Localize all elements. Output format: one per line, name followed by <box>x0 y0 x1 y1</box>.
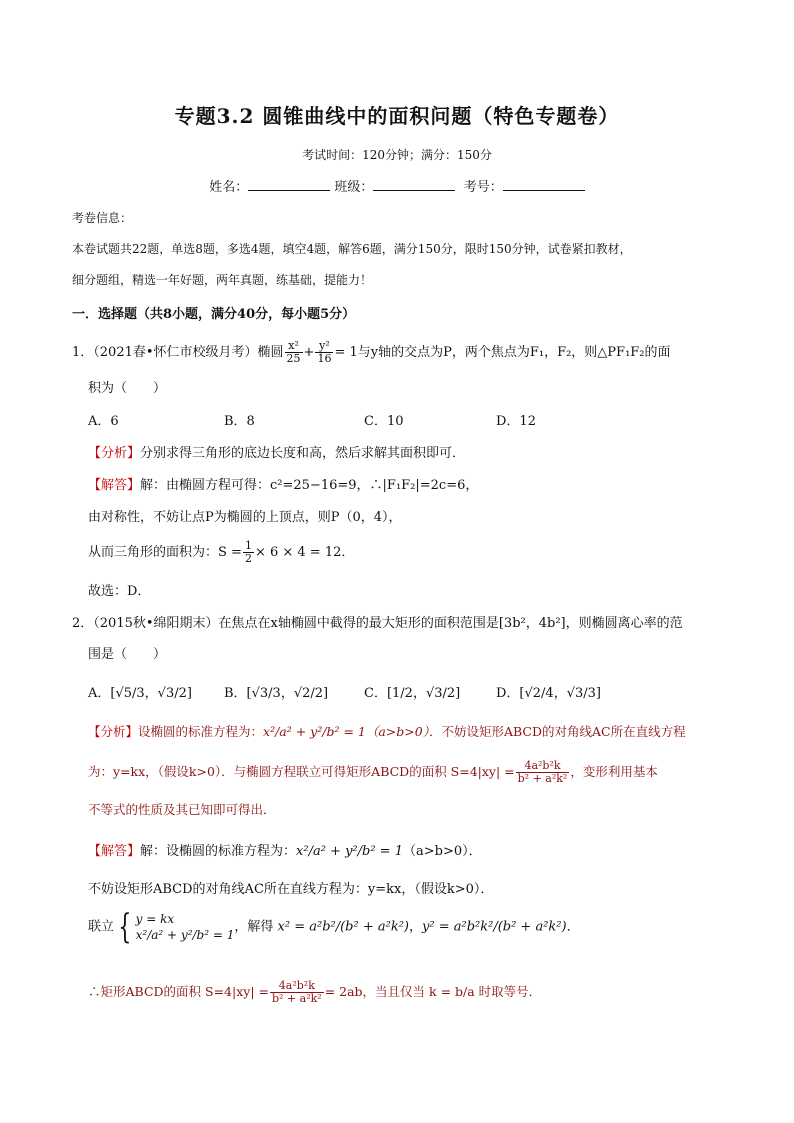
q2-analysis-1: 【分析】设椭圆的标准方程为：x²/a² + y²/b² = 1（a>b>0）．不妨设矩形ABCD的对角线AC所在直线方程 <box>88 724 686 739</box>
q2-answer-1: 【解答】解：设椭圆的标准方程为：x²/a² + y²/b² = 1（a>b>0）． <box>88 844 482 859</box>
q2-analysis-3: 不等式的性质及其已知即可得出． <box>88 802 276 817</box>
q2-analysis-2: 为：y=kx，（假设k>0）．与椭圆方程联立可得矩形ABCD的面积 S=4|xy| = $\frac{\text{4a²b²k}}{\text{b² + a²k²}}$ ，变形利用基本 <box>88 759 658 785</box>
exam-time: 考试时间：120分钟；满分：150分 <box>302 148 492 162</box>
number-blank[interactable] <box>503 178 585 191</box>
q1-analysis: 【分析】分别求得三角形的底边长度和高，然后求解其面积即可． <box>88 446 466 461</box>
q2-area-frac-2: $\frac{\text{4a²b²k}}{\text{b² + a²k²}}$ <box>271 979 322 1005</box>
section-heading-1: 一．选择题（共8小题，满分40分，每小题5分） <box>72 307 356 322</box>
q2-number: 2． <box>72 616 94 631</box>
q1-option-b[interactable]: B．8 <box>224 414 255 429</box>
q2-answer-tag: 【解答】 <box>88 844 141 859</box>
q1-option-d[interactable]: D．12 <box>496 414 536 429</box>
name-blank[interactable] <box>248 178 330 191</box>
q2-stem: 2．（2015秋•绵阳期末）在焦点在x轴椭圆中截得的最大矩形的面积范围是[3b²，4b²]，则椭圆离心率的范 <box>72 616 683 631</box>
info-fields-row <box>0 176 794 195</box>
q1-option-c[interactable]: C．10 <box>364 414 404 429</box>
class-blank[interactable] <box>373 178 455 191</box>
q2-answer-3: 联立 { y = kx x²/a² + y²/b² = 1 ，解得 x² = a²b²/(b² + a²k²)，y² = a²b²k²/(b² + a²k²)． <box>88 907 580 947</box>
class-label: 班级： <box>334 180 374 195</box>
q2-stem-line2: 围是（ ） <box>88 647 167 662</box>
info-line-1: 本卷试题共22题，单选8题，多选4题，填空4题，解答6题，满分150分，限时150分钟，试卷紧扣教材， <box>72 242 632 256</box>
q1-frac-y: $\frac{\text{y²}}{16}$ <box>317 339 332 365</box>
q2-option-c[interactable]: C．[1/2，√3/2] <box>364 686 461 701</box>
q1-option-a[interactable]: A．6 <box>88 414 119 429</box>
q2-option-a[interactable]: A．[√5/3，√3/2] <box>88 686 192 701</box>
q1-source: （2021春•怀仁市校级月考）椭圆 <box>93 345 284 360</box>
q1-stem: 1．（2021春•怀仁市校级月考）椭圆 $\frac{\text{x²}}{25}$ + $\frac{\text{y²}}{16}$ = 1与y轴的交点为P，两个焦点为F₁，F₂，则△PF₁F₂的面 <box>72 339 671 365</box>
q2-area-frac: $\frac{\text{4a²b²k}}{\text{b² + a²k²}}$ <box>517 759 568 785</box>
q2-answer-2: 不妨设矩形ABCD的对角线AC所在直线方程为：y=kx，（假设k>0）． <box>88 882 494 897</box>
q1-answer-tag: 【解答】 <box>88 478 141 493</box>
q1-answer-2: 由对称性，不妨让点P为椭圆的上顶点，则P（0，4）， <box>88 510 402 525</box>
q1-answer-3: 从而三角形的面积为：S = $\frac{1}{2}$ × 6 × 4 = 12． <box>88 539 355 565</box>
info-title: 考卷信息： <box>72 211 133 225</box>
q2-system: y = kx x²/a² + y²/b² = 1 <box>135 912 235 942</box>
name-label: 姓名： <box>209 180 249 195</box>
q1-half-frac: $\frac{1}{2}$ <box>244 539 252 565</box>
number-label: 考号： <box>463 180 503 195</box>
q1-answer-4: 故选：D． <box>88 584 151 599</box>
q1-analysis-tag: 【分析】 <box>88 446 141 461</box>
q2-answer-4: ∴矩形ABCD的面积 S=4|xy| = $\frac{\text{4a²b²k}}{\text{b² + a²k²}}$ = 2ab，当且仅当 k = b/a 时取等号． <box>88 979 542 1005</box>
q2-analysis-tag: 【分析】 <box>88 724 139 739</box>
q2-option-b[interactable]: B．[√3/3，√2/2] <box>224 686 329 701</box>
q1-number: 1． <box>72 345 94 360</box>
q1-stem-tail: = 1与y轴的交点为P，两个焦点为F₁，F₂，则△PF₁F₂的面 <box>334 345 671 360</box>
q1-answer-1: 【解答】解：由椭圆方程可得：c²=25−16=9，∴|F₁F₂|=2c=6， <box>88 478 479 493</box>
q2-option-d[interactable]: D．[√2/4，√3/3] <box>496 686 601 701</box>
q1-stem-line2: 积为（ ） <box>88 381 167 396</box>
page-title: 专题3.2 圆锥曲线中的面积问题（特色专题卷） <box>174 104 620 128</box>
q1-frac-x: $\frac{\text{x²}}{25}$ <box>286 339 301 365</box>
info-line-2: 细分题组，精选一年好题，两年真题，练基础，提能力！ <box>72 273 373 287</box>
